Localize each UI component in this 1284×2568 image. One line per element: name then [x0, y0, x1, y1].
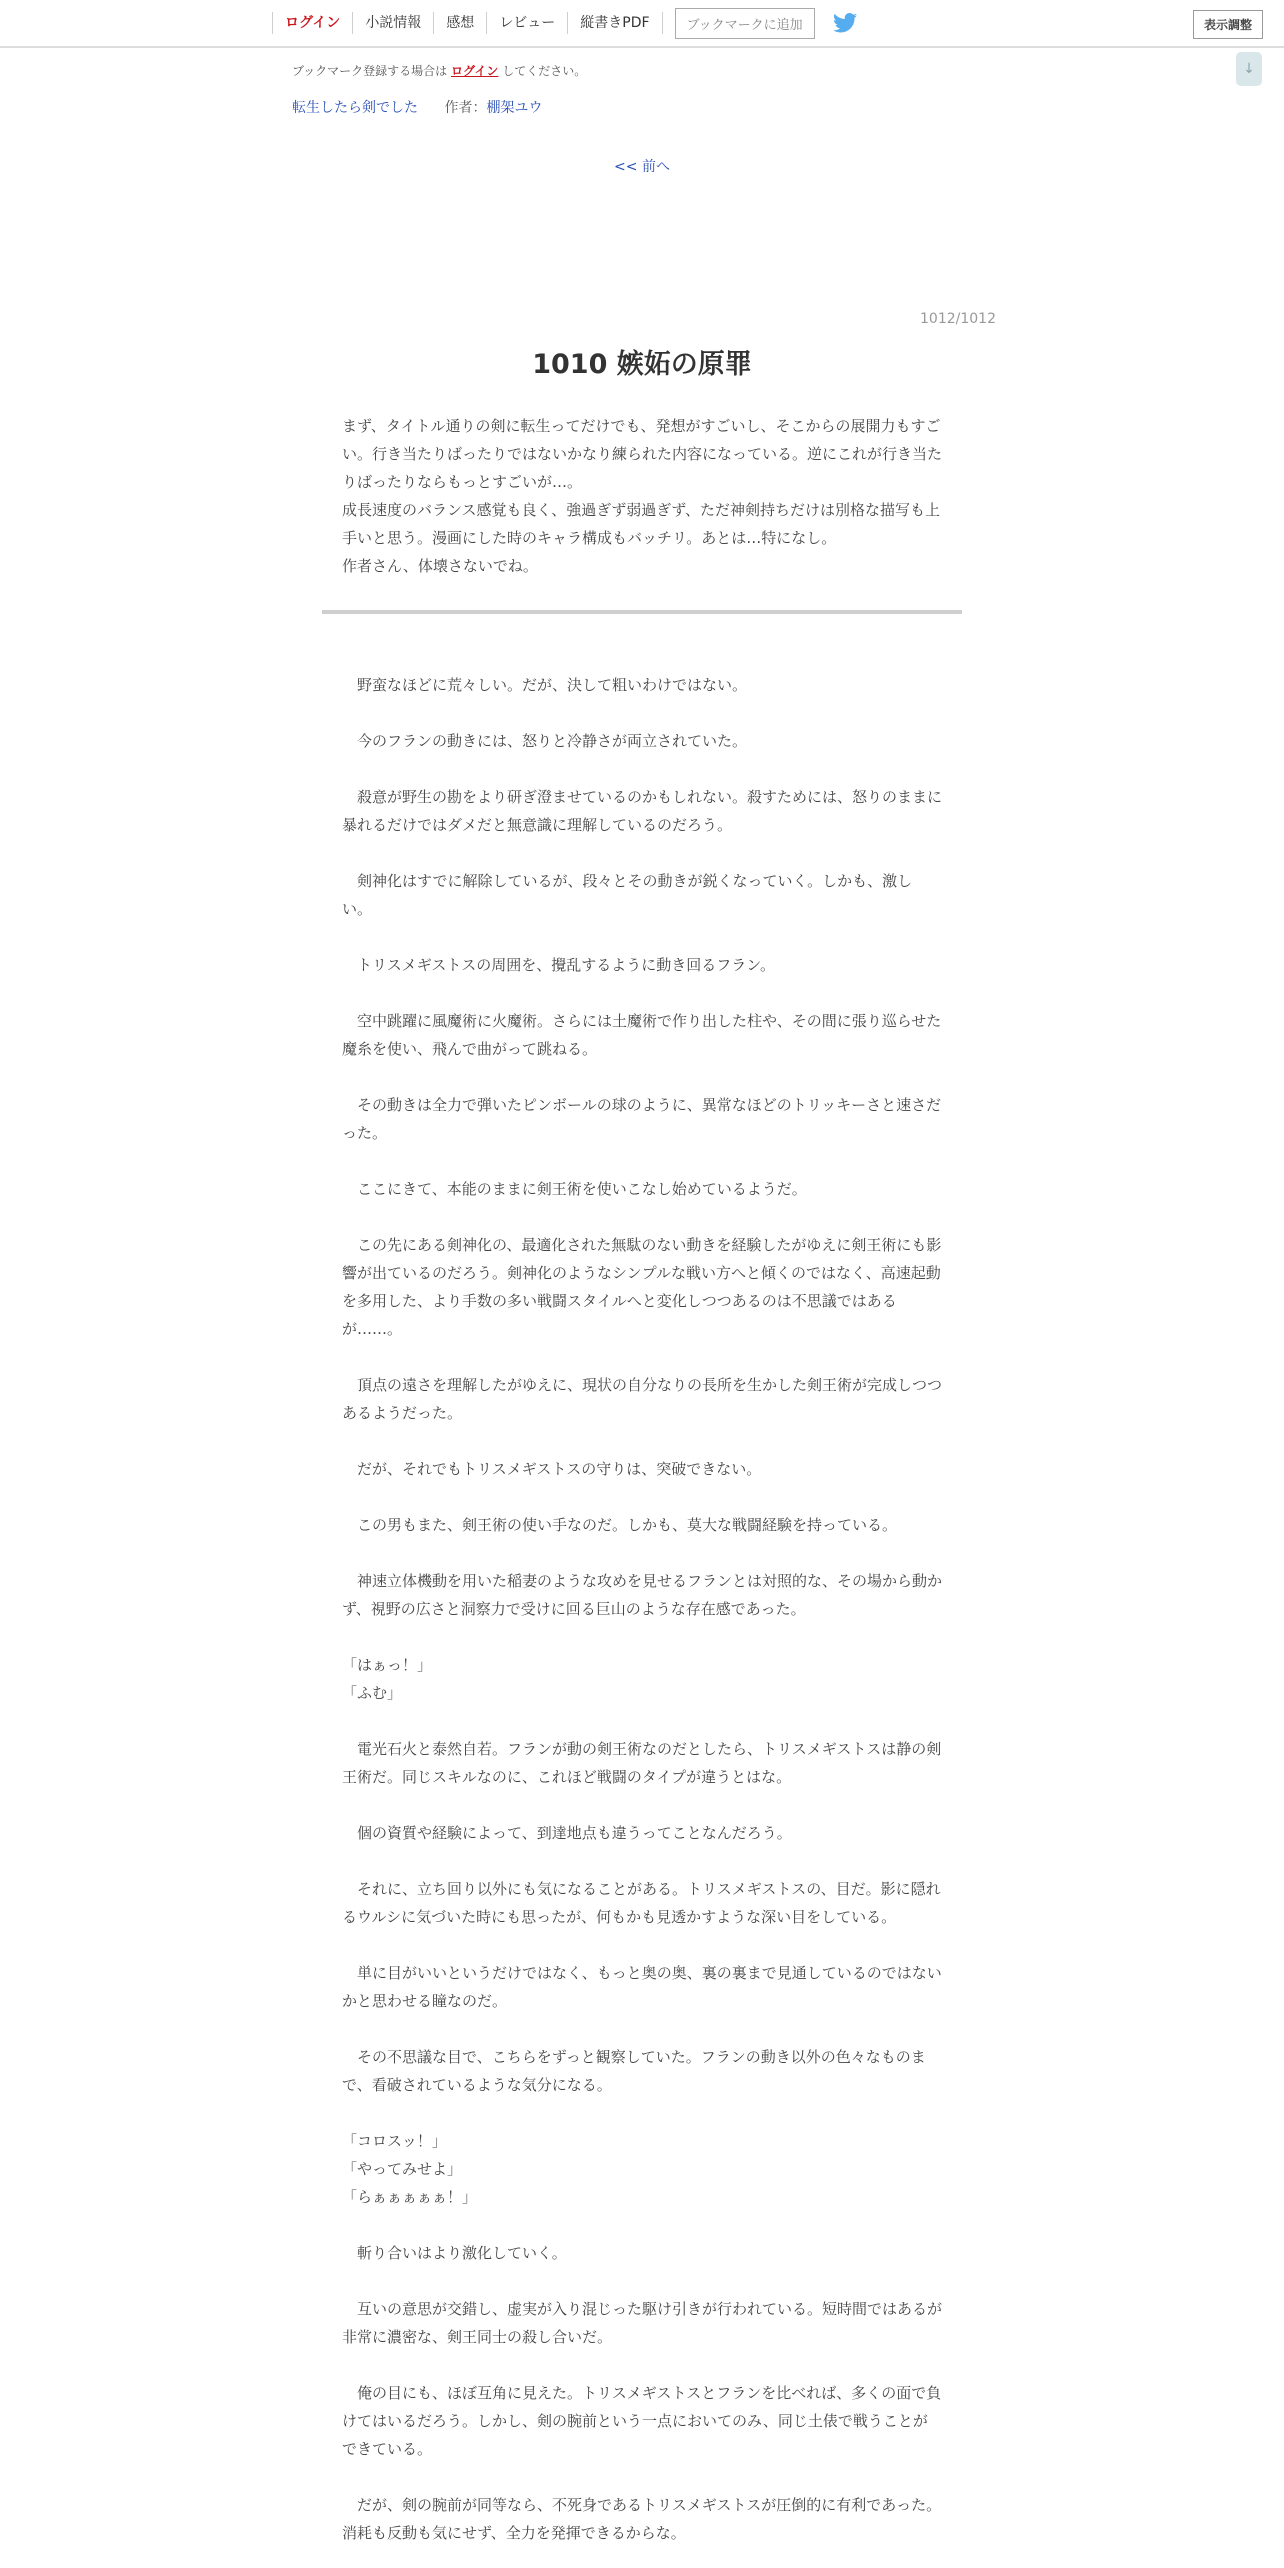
- author-label: 作者：: [444, 100, 487, 116]
- nav-review-link[interactable]: レビュー: [486, 12, 567, 34]
- blank-line: [342, 1203, 942, 1231]
- scroll-down-button[interactable]: ↓: [1236, 52, 1262, 86]
- blank-line: [342, 839, 942, 867]
- body-paragraph: その不思議な目で、こちらをずっと観察していた。フランの動き以外の色々なものまで、看破されているような気分になる。: [342, 2048, 926, 2094]
- body-paragraph: トリスメギストスの周囲を、攪乱するように動き回るフラン。: [342, 956, 776, 974]
- body-paragraph: ここにきて、本能のままに剣王術を使いこなし始めているようだ。: [342, 1180, 807, 1198]
- preface-divider: [322, 610, 962, 614]
- blank-line: [342, 2015, 942, 2043]
- body-paragraph: 空中跳躍に風魔術に火魔術。さらには土魔術で作り出した柱や、その間に張り巡らせた魔糸を使い、飛んで曲がって跳ねる。: [342, 1012, 942, 1058]
- nav-novel-info-link[interactable]: 小説情報: [352, 12, 433, 34]
- blank-line: [342, 1063, 942, 1091]
- login-note-link[interactable]: ログイン: [451, 64, 499, 78]
- nav-impressions-link[interactable]: 感想: [433, 12, 486, 34]
- display-settings-button[interactable]: 表示調整: [1193, 10, 1263, 39]
- main-nav: [272, 0, 857, 46]
- twitter-bird-icon[interactable]: [833, 13, 857, 33]
- body-paragraph: だが、それでもトリスメギストスの守りは、突破できない。: [342, 1460, 762, 1478]
- blank-line: [342, 979, 942, 1007]
- author-preface: [342, 412, 942, 580]
- blank-line: [342, 1427, 942, 1455]
- body-paragraph: 野蛮なほどに荒々しい。だが、決して粗いわけではない。: [342, 676, 748, 694]
- blank-line: [342, 755, 942, 783]
- series-title-link[interactable]: 転生したら剣でした: [292, 100, 418, 116]
- blank-line: [342, 2463, 942, 2491]
- blank-line: [342, 1147, 942, 1175]
- login-note-prefix: ブックマーク登録する場合は: [292, 64, 448, 78]
- body-paragraph: だが、剣の腕前が同等なら、不死身であるトリスメギストスが圧倒的に有利であった。消耗も反動も気にせず、全力を発揮できるからな。: [342, 2496, 942, 2542]
- blank-line: [342, 699, 942, 727]
- page-count: 1012/1012: [920, 311, 996, 327]
- body-paragraph: 殺意が野生の勘をより研ぎ澄ませているのかもしれない。殺すためには、怒りのままに暴れるだけではダメだと無意識に理解しているのだろう。: [342, 788, 943, 834]
- body-paragraph: 俺の目にも、ほぼ互角に見えた。トリスメギストスとフランを比べれば、多くの面で負けてはいるだろう。しかし、剣の腕前という一点においてのみ、同じ土俵で戦うことができている。: [342, 2384, 942, 2458]
- blank-line: [342, 1791, 942, 1819]
- body-paragraph: 単に目がいいというだけではなく、もっと奥の奥、裏の裏まで見通しているのではないかと思わせる瞳なのだ。: [342, 1964, 942, 2010]
- body-paragraph: 「はぁっ！」: [342, 1656, 433, 1674]
- body-paragraph: 「らぁぁぁぁぁ！」: [342, 2188, 478, 2206]
- blank-line: [342, 1847, 942, 1875]
- series-info: [292, 97, 542, 117]
- body-paragraph: 頂点の遠さを理解したがゆえに、現状の自分なりの長所を生かした剣王術が完成しつつあるようだった。: [342, 1376, 943, 1422]
- author-name-link[interactable]: 棚架ユウ: [486, 100, 543, 116]
- preface-paragraph: 作者さん、体壊さないでね。: [342, 557, 538, 575]
- chapter-title: 1010 嫉妬の原罪: [532, 349, 752, 380]
- blank-line: [342, 1707, 942, 1735]
- add-bookmark-button[interactable]: ブックマークに追加: [675, 8, 815, 39]
- nav-login-link[interactable]: ログイン: [272, 12, 352, 34]
- body-paragraph: 斬り合いはより激化していく。: [342, 2244, 567, 2262]
- blank-line: [342, 1343, 942, 1371]
- body-paragraph: 互いの意思が交錯し、虚実が入り混じった駆け引きが行われている。短時間ではあるが非常に濃密な、剣王同士の殺し合いだ。: [342, 2300, 943, 2346]
- body-paragraph: 「ふむ」: [342, 1684, 403, 1702]
- body-paragraph: この先にある剣神化の、最適化された無駄のない動きを経験したがゆえに剣王術にも影響が出ているのだろう。剣神化のようなシンプルな戦い方へと傾くのではなく、高速起動を多用した、より手数の多い戦闘スタイルへと変化しつつあるのは不思議ではあるが……。: [342, 1236, 942, 1338]
- blank-line: [342, 1931, 942, 1959]
- top-navigation-bar: [0, 0, 1284, 48]
- blank-line: [342, 2351, 942, 2379]
- blank-line: [342, 1623, 942, 1651]
- blank-line: [342, 1539, 942, 1567]
- body-paragraph: 「コロスッ！」: [342, 2132, 447, 2150]
- body-paragraph: 今のフランの動きには、怒りと冷静さが両立されていた。: [342, 732, 748, 750]
- nav-vertical-pdf-link[interactable]: 縦書きPDF: [567, 12, 662, 34]
- body-paragraph: それに、立ち回り以外にも気になることがある。トリスメギストスの、目だ。影に隠れるウルシに気づいた時にも思ったが、何もかも見透かすような深い目をしている。: [342, 1880, 941, 1926]
- blank-line: [342, 1483, 942, 1511]
- blank-line: [342, 923, 942, 951]
- body-paragraph: 剣神化はすでに解除しているが、段々とその動きが鋭くなっていく。しかも、激しい。: [342, 872, 913, 918]
- bookmark-login-note: [292, 62, 586, 79]
- blank-line: [342, 2099, 942, 2127]
- preface-paragraph: まず、タイトル通りの剣に転生ってだけでも、発想がすごいし、そこからの展開力もすごい。行き当たりばったりではないかなり練られた内容になっている。逆にこれが行き当たりばったりならもっとすごいが…。: [342, 417, 943, 491]
- novel-body-text: [342, 671, 942, 2547]
- body-paragraph: 個の資質や経験によって、到達地点も違うってことなんだろう。: [342, 1824, 792, 1842]
- body-paragraph: 電光石火と泰然自若。フランが動の剣王術なのだとしたら、トリスメギストスは静の剣王術だ。同じスキルなのに、これほど戦闘のタイプが違うとはな。: [342, 1740, 942, 1786]
- blank-line: [342, 2211, 942, 2239]
- previous-page-link[interactable]: << 前へ: [614, 159, 670, 175]
- body-paragraph: この男もまた、剣王術の使い手なのだ。しかも、莫大な戦闘経験を持っている。: [342, 1516, 898, 1534]
- body-paragraph: その動きは全力で弾いたピンボールの球のように、異常なほどのトリッキーさと速さだった。: [342, 1096, 942, 1142]
- blank-line: [342, 2267, 942, 2295]
- login-note-suffix: してください。: [502, 64, 587, 78]
- preface-paragraph: 成長速度のバランス感覚も良く、強過ぎず弱過ぎず、ただ神剣持ちだけは別格な描写も上手いと思う。漫画にした時のキャラ構成もバッチリ。あとは…特になし。: [342, 501, 941, 547]
- body-paragraph: 神速立体機動を用いた稲妻のような攻めを見せるフランとは対照的な、その場から動かず、視野の広さと洞察力で受けに回る巨山のような存在感であった。: [342, 1572, 943, 1618]
- body-paragraph: 「やってみせよ」: [342, 2160, 463, 2178]
